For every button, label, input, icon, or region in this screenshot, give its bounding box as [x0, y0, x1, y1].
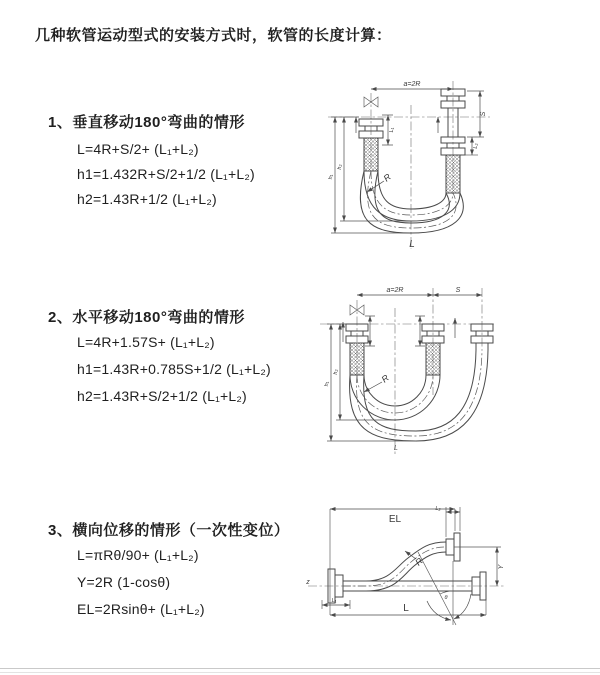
dim-label-y: Y — [498, 564, 505, 570]
section-3-formula-Y: Y=2R (1-cosθ) — [77, 574, 171, 590]
right-pipe-flanges — [438, 89, 465, 193]
section-2-formula-h2: h2=1.43R+S/2+1/2 (L₁+L₂) — [77, 388, 247, 404]
l1-dimension — [322, 598, 350, 609]
dim-label-l2: L₂ — [473, 143, 479, 149]
dim-label-h1: h₁ — [324, 381, 330, 387]
centerlines — [328, 81, 490, 249]
page-edge-line — [0, 668, 600, 669]
dim-label-r: R — [413, 555, 425, 568]
dim-label-a2r: a=2R — [386, 287, 404, 294]
dim-label-el: EL — [388, 514, 402, 525]
dim-label-theta: θ — [444, 595, 448, 601]
dim-label-h2: h₂ — [333, 369, 339, 375]
section-2-formula-L: L=4R+1.57S+ (L₁+L₂) — [77, 334, 215, 350]
section-3-formula-L: L=πRθ/90+ (L₁+L₂) — [77, 547, 199, 563]
angle-construction — [418, 552, 471, 625]
diagram-3-lateral-displacement — [300, 495, 600, 670]
dim-label-l: L — [409, 239, 415, 250]
braid-hose-section — [364, 138, 378, 171]
top-dimensions — [357, 287, 482, 295]
el-dimension — [330, 509, 455, 615]
dim-label-l1: L₁ — [331, 598, 337, 604]
dim-label-l2: L₂ — [435, 506, 441, 512]
top-dimension — [371, 81, 453, 89]
dim-label-s: S — [455, 287, 461, 294]
section-1-formula-h1: h1=1.432R+S/2+1/2 (L₁+L₂) — [77, 166, 255, 182]
section-3-formula-EL: EL=2Rsinθ+ (L₁+L₂) — [77, 601, 205, 617]
hose-u-bend — [350, 350, 488, 441]
curved-hose — [343, 533, 460, 591]
braid-hose-section — [350, 343, 364, 375]
diagram-1-vertical-bend — [310, 75, 600, 255]
dim-label-r: R — [379, 372, 391, 385]
raised-flange-hub — [446, 539, 454, 555]
dim-label-l: L — [403, 603, 409, 614]
left-pipe-flange — [343, 316, 375, 375]
dim-label-l1: L₁ — [389, 127, 395, 133]
h-dimensions — [328, 117, 411, 233]
section-1-formula-h2: h2=1.43R+1/2 (L₁+L₂) — [77, 191, 217, 207]
braid-hose-section — [426, 343, 440, 375]
diagram-2-horizontal-bend — [310, 280, 600, 470]
dim-label-a2r: a=2R — [403, 81, 421, 88]
dim-label-l: L — [394, 445, 398, 452]
section-1-formula-L: L=4R+S/2+ (L₁+L₂) — [77, 141, 199, 157]
braid-hose-section — [446, 155, 460, 193]
left-pipe-flange — [356, 115, 395, 171]
l2-dimension — [435, 506, 460, 537]
dim-label-h2: h₂ — [337, 164, 343, 170]
section-3-heading: 3、横向位移的情形（一次性变位） — [48, 522, 290, 539]
section-1-heading: 1、垂直移动180°弯曲的情形 — [48, 114, 245, 131]
dim-label-h1: h₁ — [328, 174, 334, 180]
middle-pipe-flange — [415, 316, 455, 375]
section-2-formula-h1: h1=1.43R+0.785S+1/2 (L₁+L₂) — [77, 361, 271, 377]
page-title: 几种软管运动型式的安装方式时，软管的长度计算： — [35, 27, 392, 44]
section-2-heading: 2、水平移动180°弯曲的情形 — [48, 309, 245, 326]
datum-mark: z — [306, 579, 310, 586]
page-edge-line-2 — [0, 672, 600, 673]
r-leader — [364, 372, 391, 392]
s-dimension — [467, 91, 487, 137]
dim-label-r: R — [381, 171, 393, 184]
dim-label-s: S — [480, 111, 487, 117]
